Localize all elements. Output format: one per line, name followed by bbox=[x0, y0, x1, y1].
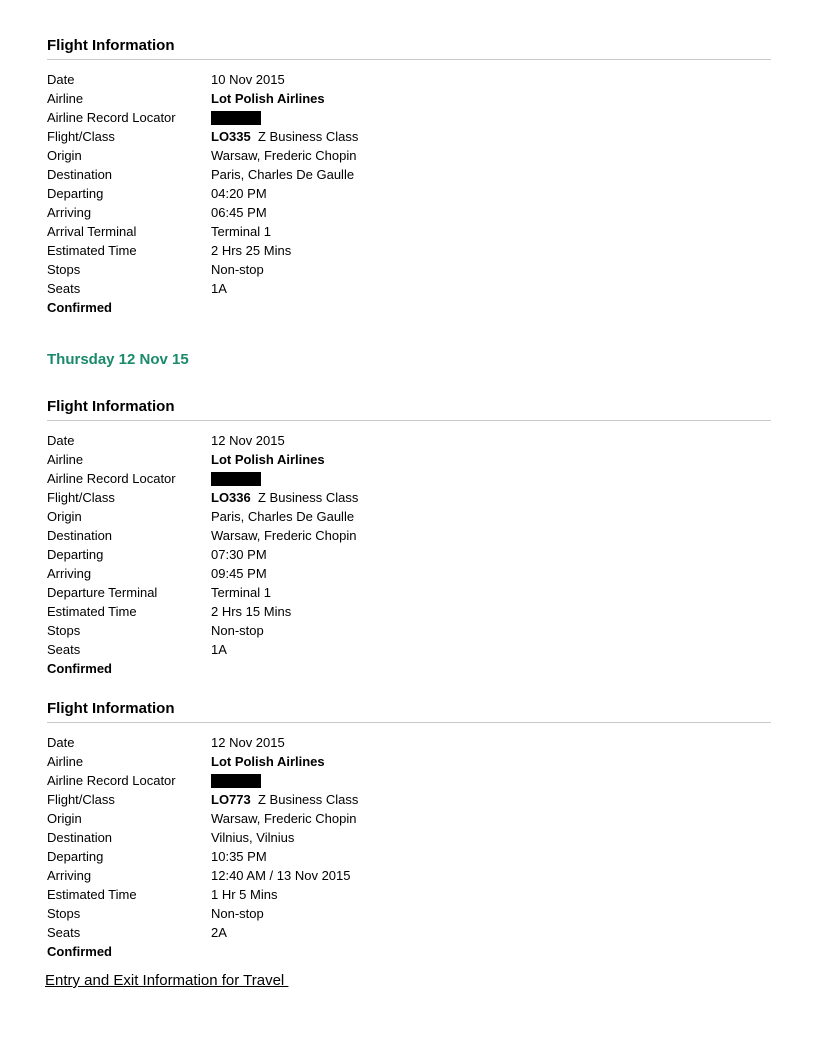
row-record-locator bbox=[47, 771, 771, 790]
value-estimated-time: 1 Hr 5 Mins bbox=[211, 887, 278, 902]
row-airline bbox=[47, 89, 771, 108]
section-title: Flight Information bbox=[47, 398, 175, 415]
label-departing: Departing bbox=[47, 849, 104, 864]
value-stops: Non-stop bbox=[211, 262, 264, 277]
label-destination: Destination bbox=[47, 830, 113, 845]
value-origin: Warsaw, Frederic Chopin bbox=[211, 148, 357, 163]
class-text: Z Business Class bbox=[257, 792, 359, 807]
divider bbox=[47, 722, 771, 723]
value-date: 12 Nov 2015 bbox=[211, 433, 285, 448]
row-seats bbox=[47, 923, 771, 942]
row-destination bbox=[47, 828, 771, 847]
row-destination bbox=[47, 526, 771, 545]
value-flight-class bbox=[211, 127, 358, 146]
row-estimated-time bbox=[47, 241, 771, 260]
row-airline bbox=[47, 752, 771, 771]
label-record-locator: Airline Record Locator bbox=[47, 773, 176, 788]
value-destination: Warsaw, Frederic Chopin bbox=[211, 528, 357, 543]
value-flight-class bbox=[211, 790, 358, 809]
row-stops bbox=[47, 260, 771, 279]
value-estimated-time: 2 Hrs 25 Mins bbox=[211, 243, 292, 258]
value-origin: Paris, Charles De Gaulle bbox=[211, 509, 355, 524]
label-record-locator: Airline Record Locator bbox=[47, 471, 176, 486]
label-flight-class: Flight/Class bbox=[47, 129, 115, 144]
row-seats bbox=[47, 640, 771, 659]
row-arriving bbox=[47, 866, 771, 885]
label-arriving: Arriving bbox=[47, 868, 92, 883]
row-flight-class bbox=[47, 790, 771, 809]
value-date: 12 Nov 2015 bbox=[211, 735, 285, 750]
section-title: Flight Information bbox=[47, 700, 175, 717]
flight-section-3 bbox=[47, 699, 771, 961]
value-seats: 1A bbox=[211, 281, 227, 296]
label-terminal: Arrival Terminal bbox=[47, 224, 137, 239]
row-stops bbox=[47, 621, 771, 640]
row-estimated-time bbox=[47, 885, 771, 904]
value-record-locator bbox=[211, 108, 261, 127]
label-date: Date bbox=[47, 433, 75, 448]
label-estimated-time: Estimated Time bbox=[47, 243, 137, 258]
value-record-locator bbox=[211, 771, 261, 790]
booking-status: Confirmed bbox=[47, 300, 112, 315]
row-estimated-time bbox=[47, 602, 771, 621]
row-departing bbox=[47, 545, 771, 564]
label-terminal: Departure Terminal bbox=[47, 585, 158, 600]
value-terminal: Terminal 1 bbox=[211, 585, 271, 600]
label-departing: Departing bbox=[47, 186, 104, 201]
label-flight-class: Flight/Class bbox=[47, 490, 115, 505]
flight-code: LO773 bbox=[211, 792, 251, 807]
booking-status: Confirmed bbox=[47, 944, 112, 959]
value-destination: Paris, Charles De Gaulle bbox=[211, 167, 355, 182]
label-destination: Destination bbox=[47, 528, 113, 543]
row-date bbox=[47, 70, 771, 89]
value-arriving: 06:45 PM bbox=[211, 205, 267, 220]
value-terminal: Terminal 1 bbox=[211, 224, 271, 239]
label-airline: Airline bbox=[47, 452, 84, 467]
label-arriving: Arriving bbox=[47, 566, 92, 581]
label-origin: Origin bbox=[47, 509, 82, 524]
label-destination: Destination bbox=[47, 167, 113, 182]
label-airline: Airline bbox=[47, 754, 84, 769]
entry-exit-info-link[interactable]: Entry and Exit Information for Travel bbox=[45, 972, 289, 989]
label-record-locator: Airline Record Locator bbox=[47, 110, 176, 125]
redaction-block bbox=[211, 472, 261, 486]
section-title: Flight Information bbox=[47, 37, 175, 54]
row-arriving bbox=[47, 203, 771, 222]
row-departing bbox=[47, 184, 771, 203]
label-seats: Seats bbox=[47, 642, 81, 657]
flight-section-2 bbox=[47, 397, 771, 678]
value-departing: 04:20 PM bbox=[211, 186, 267, 201]
value-stops: Non-stop bbox=[211, 623, 264, 638]
row-airline bbox=[47, 450, 771, 469]
row-date bbox=[47, 431, 771, 450]
row-departing bbox=[47, 847, 771, 866]
value-arriving: 12:40 AM / 13 Nov 2015 bbox=[211, 868, 351, 883]
booking-status: Confirmed bbox=[47, 661, 112, 676]
row-record-locator bbox=[47, 469, 771, 488]
label-airline: Airline bbox=[47, 91, 84, 106]
value-seats: 2A bbox=[211, 925, 227, 940]
value-origin: Warsaw, Frederic Chopin bbox=[211, 811, 357, 826]
row-terminal bbox=[47, 583, 771, 602]
value-destination: Vilnius, Vilnius bbox=[211, 830, 295, 845]
row-terminal bbox=[47, 222, 771, 241]
row-destination bbox=[47, 165, 771, 184]
label-seats: Seats bbox=[47, 925, 81, 940]
row-flight-class bbox=[47, 488, 771, 507]
row-origin bbox=[47, 146, 771, 165]
label-flight-class: Flight/Class bbox=[47, 792, 115, 807]
label-estimated-time: Estimated Time bbox=[47, 887, 137, 902]
divider bbox=[47, 420, 771, 421]
label-date: Date bbox=[47, 72, 75, 87]
value-airline: Lot Polish Airlines bbox=[211, 91, 325, 106]
row-flight-class bbox=[47, 127, 771, 146]
label-departing: Departing bbox=[47, 547, 104, 562]
day-heading: Thursday 12 Nov 15 bbox=[47, 351, 189, 368]
label-seats: Seats bbox=[47, 281, 81, 296]
label-origin: Origin bbox=[47, 148, 82, 163]
value-airline: Lot Polish Airlines bbox=[211, 452, 325, 467]
label-origin: Origin bbox=[47, 811, 82, 826]
row-origin bbox=[47, 809, 771, 828]
value-record-locator bbox=[211, 469, 261, 488]
value-date: 10 Nov 2015 bbox=[211, 72, 285, 87]
value-arriving: 09:45 PM bbox=[211, 566, 267, 581]
value-estimated-time: 2 Hrs 15 Mins bbox=[211, 604, 292, 619]
flight-code: LO335 bbox=[211, 129, 251, 144]
flight-code: LO336 bbox=[211, 490, 251, 505]
value-flight-class bbox=[211, 488, 358, 507]
row-seats bbox=[47, 279, 771, 298]
value-airline: Lot Polish Airlines bbox=[211, 754, 325, 769]
value-stops: Non-stop bbox=[211, 906, 264, 921]
value-departing: 07:30 PM bbox=[211, 547, 267, 562]
value-seats: 1A bbox=[211, 642, 227, 657]
label-estimated-time: Estimated Time bbox=[47, 604, 137, 619]
class-text: Z Business Class bbox=[257, 490, 359, 505]
label-date: Date bbox=[47, 735, 75, 750]
divider bbox=[47, 59, 771, 60]
label-stops: Stops bbox=[47, 906, 81, 921]
value-departing: 10:35 PM bbox=[211, 849, 267, 864]
label-stops: Stops bbox=[47, 623, 81, 638]
label-arriving: Arriving bbox=[47, 205, 92, 220]
redaction-block bbox=[211, 111, 261, 125]
flight-section-1 bbox=[47, 36, 771, 317]
row-arriving bbox=[47, 564, 771, 583]
label-stops: Stops bbox=[47, 262, 81, 277]
row-record-locator bbox=[47, 108, 771, 127]
class-text: Z Business Class bbox=[257, 129, 359, 144]
row-origin bbox=[47, 507, 771, 526]
row-stops bbox=[47, 904, 771, 923]
row-date bbox=[47, 733, 771, 752]
redaction-block bbox=[211, 774, 261, 788]
